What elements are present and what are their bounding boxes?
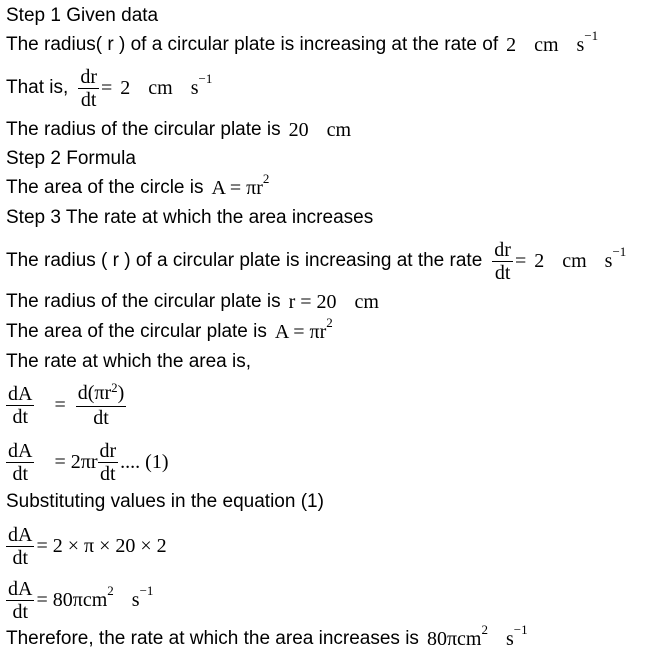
given-rate-line: The radius( r ) of a circular plate is increasing at the rate of 2 cm s −1: [6, 28, 599, 56]
radius-line: The radius of the circular plate is 20 cm: [6, 119, 352, 141]
solution-document: [6, 0, 666, 653]
dA-dt-fraction: $\frac{dA}{dt}$: [8, 439, 33, 485]
radius-line-step3: The radius of the circular plate is r = 20 cm: [6, 291, 379, 313]
rate-area-line: The rate at which the area is,: [6, 351, 252, 372]
dr-dt-fraction: $\frac{dr}{dt}$: [99, 439, 117, 485]
rate-line-step3: The radius ( r ) of a circular plate is increasing at the rate $\frac{dr}{dt}$ = 2 cm s −1: [6, 238, 627, 284]
that-is-line: That is, $\frac{dr}{dt}$ = 2 cm s −1: [6, 65, 213, 111]
dr-dt-fraction: $\frac{dr}{dt}$: [494, 238, 511, 284]
equation-1: $\frac{dA}{dt}$ = 2πr $\frac{dr}{dt}$ .... (1): [8, 439, 169, 485]
step-3-heading: Step 3 The rate at which the area increases: [6, 207, 374, 228]
area-formula-line: The area of the circle is A = πr 2: [6, 171, 270, 199]
substituting-line: Substituting values in the equation (1): [6, 491, 324, 512]
step-1-heading: Step 1 Given data: [6, 5, 159, 26]
dA-dt-fraction: $\frac{dA}{dt}$: [8, 382, 33, 428]
area-plate-line: The area of the circular plate is A = πr 2: [6, 315, 333, 343]
dr-dt-fraction: $\frac{dr}{dt}$: [80, 65, 97, 111]
d-pi-r2-dt-fraction: $\frac{d(\pi r^2)}{dt}$: [77, 379, 125, 429]
conclusion-line: Therefore, the rate at which the area increases is 80πcm 2 s −1: [6, 622, 528, 650]
derivative-equation: $\frac{dA}{dt}$ = $\frac{d(\pi r^2)}{dt}$: [8, 379, 125, 429]
substitution-equation: $\frac{dA}{dt}$ = 2 × π × 20 × 2: [8, 523, 167, 569]
step-2-heading: Step 2 Formula: [6, 148, 136, 169]
result-equation: $\frac{dA}{dt}$ = 80πcm 2 s −1: [8, 577, 154, 623]
dA-dt-fraction: $\frac{dA}{dt}$: [8, 523, 33, 569]
dA-dt-fraction: $\frac{dA}{dt}$: [8, 577, 33, 623]
